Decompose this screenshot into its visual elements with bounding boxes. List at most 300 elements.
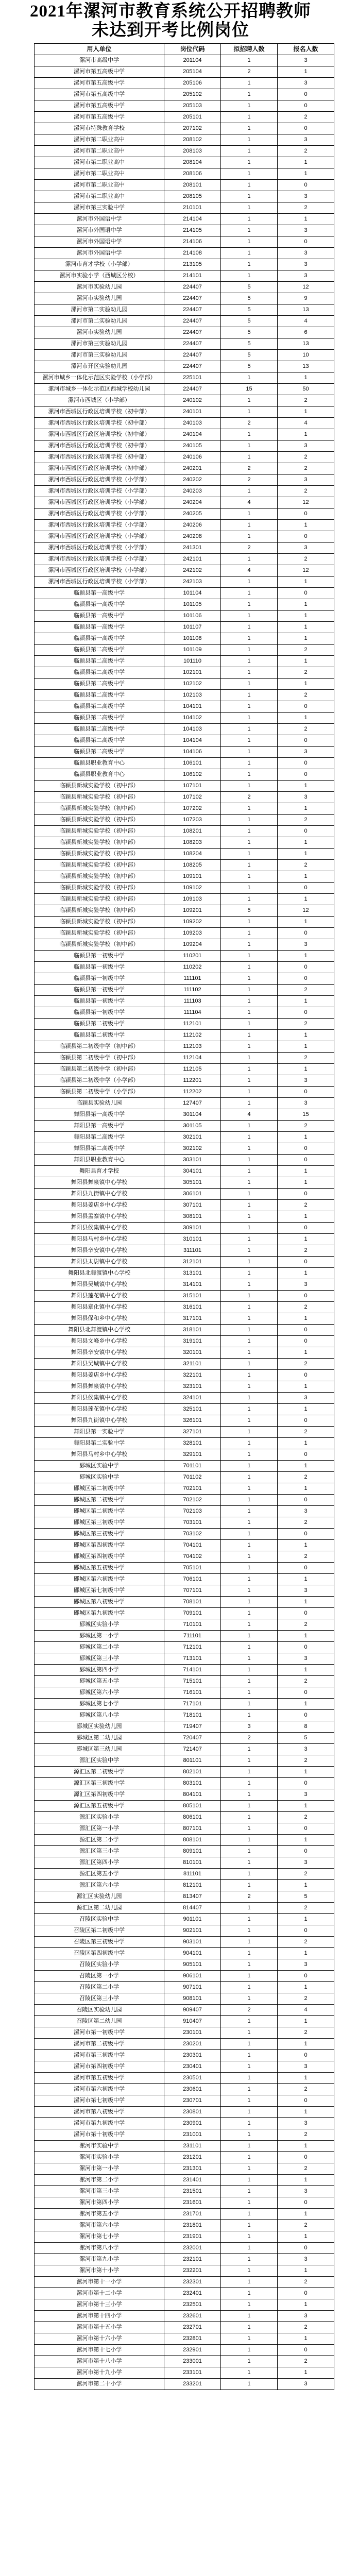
- cell-planned-hires: 1: [221, 1313, 278, 1325]
- cell-employer: 源汇区第三初级中学: [35, 1778, 164, 1789]
- cell-position-code: 109202: [164, 917, 221, 928]
- cell-planned-hires: 1: [221, 724, 278, 735]
- cell-employer: 源汇区第二小学: [35, 1835, 164, 1846]
- cell-position-code: 702102: [164, 1495, 221, 1506]
- cell-employer: 临颍县新城实验学校（初中部）: [35, 826, 164, 837]
- cell-applicants: 1: [278, 622, 334, 633]
- cell-applicants: 1: [278, 2073, 334, 2084]
- table-row: [35, 1914, 334, 1925]
- cell-position-code: 707101: [164, 1585, 221, 1597]
- cell-employer: 召陵区实验小学: [35, 1959, 164, 1971]
- cell-applicants: 2: [278, 2220, 334, 2231]
- cell-employer: 舞阳县莲花镇中心学校: [35, 1291, 164, 1302]
- cell-applicants: 3: [278, 440, 334, 452]
- cell-position-code: 302101: [164, 1132, 221, 1143]
- cell-applicants: 2: [278, 1302, 334, 1313]
- cell-employer: 漯河市第四小学: [35, 2197, 164, 2209]
- cell-applicants: 1: [278, 1313, 334, 1325]
- cell-employer: 郾城区第二小学: [35, 1642, 164, 1653]
- table-row: [35, 565, 334, 577]
- cell-applicants: 0: [278, 2050, 334, 2061]
- table-row: [35, 191, 334, 202]
- cell-planned-hires: 1: [221, 1687, 278, 1699]
- cell-employer: 召陵区第二小学: [35, 1982, 164, 1993]
- cell-position-code: 315101: [164, 1291, 221, 1302]
- cell-applicants: 2: [278, 395, 334, 406]
- cell-planned-hires: 1: [221, 939, 278, 951]
- cell-position-code: 224407: [164, 350, 221, 361]
- cell-employer: 临颍县第一初级中学: [35, 985, 164, 996]
- cell-applicants: 1: [278, 1801, 334, 1812]
- cell-employer: 临颍县第二初级中学（小学部）: [35, 1075, 164, 1087]
- cell-planned-hires: 1: [221, 1053, 278, 1064]
- cell-applicants: 2: [278, 1472, 334, 1483]
- table-row: [35, 1393, 334, 1404]
- cell-planned-hires: 1: [221, 1279, 278, 1291]
- cell-position-code: 101105: [164, 599, 221, 611]
- header-applicants: 报名人数: [278, 44, 334, 55]
- cell-position-code: 231101: [164, 2141, 221, 2152]
- table-row: [35, 248, 334, 259]
- cell-position-code: 801101: [164, 1755, 221, 1767]
- cell-position-code: 225101: [164, 372, 221, 384]
- cell-position-code: 104101: [164, 701, 221, 713]
- table-row: [35, 1642, 334, 1653]
- document-title: 2021年漯河市教育系统公开招聘教师: [30, 2, 311, 21]
- cell-planned-hires: 2: [221, 1733, 278, 1744]
- cell-employer: 郾城区第四初级中学: [35, 1540, 164, 1551]
- cell-applicants: 0: [278, 531, 334, 543]
- cell-employer: 临颍县第一高级中学: [35, 622, 164, 633]
- cell-position-code: 804101: [164, 1789, 221, 1801]
- cell-applicants: 0: [278, 1155, 334, 1166]
- cell-applicants: 0: [278, 928, 334, 939]
- table-row: [35, 656, 334, 667]
- cell-planned-hires: 2: [221, 418, 278, 429]
- cell-employer: 郾城区第四小学: [35, 1665, 164, 1676]
- table-row: [35, 1665, 334, 1676]
- cell-position-code: 231801: [164, 2220, 221, 2231]
- table-row: [35, 1313, 334, 1325]
- cell-employer: 召陵区实验幼儿园: [35, 2005, 164, 2016]
- cell-position-code: 214105: [164, 225, 221, 236]
- table-row: [35, 1279, 334, 1291]
- cell-applicants: 0: [278, 1563, 334, 1574]
- table-row: [35, 2333, 334, 2345]
- cell-position-code: 230101: [164, 2027, 221, 2039]
- cell-planned-hires: 1: [221, 1200, 278, 1211]
- cell-applicants: 2: [278, 2084, 334, 2095]
- cell-employer: 郾城区第九初级中学: [35, 1608, 164, 1619]
- cell-position-code: 214108: [164, 248, 221, 259]
- cell-employer: 舞阳县马村乡中心学校: [35, 1234, 164, 1245]
- cell-position-code: 716101: [164, 1687, 221, 1699]
- cell-applicants: 9: [278, 293, 334, 304]
- cell-position-code: 312101: [164, 1257, 221, 1268]
- cell-planned-hires: 1: [221, 1699, 278, 1710]
- cell-planned-hires: 1: [221, 769, 278, 781]
- table-row: [35, 1699, 334, 1710]
- cell-applicants: 1: [278, 168, 334, 180]
- table-row: [35, 1789, 334, 1801]
- table-row: [35, 1053, 334, 1064]
- cell-planned-hires: 1: [221, 611, 278, 622]
- table-row: [35, 1336, 334, 1347]
- cell-applicants: 1: [278, 1177, 334, 1189]
- cell-planned-hires: 1: [221, 1336, 278, 1347]
- cell-planned-hires: 1: [221, 1676, 278, 1687]
- cell-applicants: 1: [278, 1234, 334, 1245]
- cell-planned-hires: 1: [221, 554, 278, 565]
- cell-position-code: 717101: [164, 1699, 221, 1710]
- cell-position-code: 240104: [164, 429, 221, 440]
- cell-applicants: 2: [278, 1019, 334, 1030]
- cell-employer: 舞阳县职业教育中心: [35, 1155, 164, 1166]
- cell-position-code: 240101: [164, 406, 221, 418]
- cell-planned-hires: 1: [221, 112, 278, 123]
- cell-planned-hires: 1: [221, 667, 278, 679]
- table-row: [35, 1211, 334, 1223]
- cell-planned-hires: 1: [221, 2231, 278, 2243]
- cell-employer: 源汇区第三小学: [35, 1846, 164, 1857]
- cell-planned-hires: 1: [221, 1291, 278, 1302]
- cell-position-code: 230801: [164, 2107, 221, 2118]
- cell-employer: 临颍县实验幼儿园: [35, 1098, 164, 1109]
- table-row: [35, 282, 334, 293]
- cell-applicants: 10: [278, 350, 334, 361]
- table-row: [35, 599, 334, 611]
- cell-applicants: 1: [278, 2107, 334, 2118]
- table-row: [35, 1064, 334, 1075]
- table-row: [35, 2254, 334, 2265]
- table-body: [35, 55, 334, 2390]
- cell-position-code: 107101: [164, 781, 221, 792]
- cell-applicants: 1: [278, 713, 334, 724]
- table-row: [35, 316, 334, 327]
- cell-position-code: 231401: [164, 2175, 221, 2186]
- cell-employer: 舞阳县舞泉镇中心学校: [35, 1381, 164, 1393]
- table-row: [35, 202, 334, 214]
- table-row: [35, 905, 334, 917]
- cell-planned-hires: 1: [221, 1869, 278, 1880]
- cell-position-code: 718101: [164, 1710, 221, 1721]
- cell-applicants: 1: [278, 1404, 334, 1415]
- cell-position-code: 810101: [164, 1857, 221, 1869]
- header-position-code: 岗位代码: [164, 44, 221, 55]
- cell-employer: 源汇区第二幼儿园: [35, 1903, 164, 1914]
- cell-employer: 临颍县第二高级中学: [35, 679, 164, 690]
- cell-position-code: 112101: [164, 1019, 221, 1030]
- cell-planned-hires: 1: [221, 191, 278, 202]
- cell-planned-hires: 1: [221, 429, 278, 440]
- cell-position-code: 908101: [164, 1993, 221, 2005]
- cell-position-code: 901101: [164, 1914, 221, 1925]
- cell-planned-hires: 1: [221, 1166, 278, 1177]
- table-header-row: [35, 44, 334, 55]
- table-row: [35, 1778, 334, 1789]
- cell-position-code: 230301: [164, 2050, 221, 2061]
- cell-planned-hires: 1: [221, 1415, 278, 1427]
- cell-employer: 漯河市第二职业高中: [35, 168, 164, 180]
- cell-planned-hires: 1: [221, 270, 278, 282]
- cell-employer: 召陵区第二幼儿园: [35, 2016, 164, 2027]
- cell-employer: 漯河市西城区（小学部）: [35, 395, 164, 406]
- cell-planned-hires: 1: [221, 2141, 278, 2152]
- cell-planned-hires: 1: [221, 588, 278, 599]
- cell-employer: 舞阳县侯集镇中心学校: [35, 1393, 164, 1404]
- cell-planned-hires: 1: [221, 1223, 278, 1234]
- cell-planned-hires: 1: [221, 1585, 278, 1597]
- table-row: [35, 418, 334, 429]
- cell-position-code: 240103: [164, 418, 221, 429]
- cell-position-code: 210101: [164, 202, 221, 214]
- table-row: [35, 1506, 334, 1517]
- cell-planned-hires: 1: [221, 202, 278, 214]
- cell-employer: 漯河市第十七小学: [35, 2345, 164, 2356]
- cell-planned-hires: 1: [221, 55, 278, 66]
- cell-applicants: 0: [278, 1495, 334, 1506]
- cell-applicants: 15: [278, 1109, 334, 1121]
- cell-employer: 漯河市外国语中学: [35, 225, 164, 236]
- table-row: [35, 1495, 334, 1506]
- cell-applicants: 8: [278, 1721, 334, 1733]
- table-row: [35, 2107, 334, 2118]
- table-row: [35, 2197, 334, 2209]
- cell-position-code: 910407: [164, 2016, 221, 2027]
- cell-employer: 临颍县第一初级中学: [35, 951, 164, 962]
- cell-applicants: 1: [278, 1914, 334, 1925]
- cell-applicants: 12: [278, 905, 334, 917]
- cell-applicants: 12: [278, 497, 334, 509]
- cell-applicants: 1: [278, 1438, 334, 1449]
- cell-planned-hires: 1: [221, 1438, 278, 1449]
- cell-applicants: 1: [278, 2265, 334, 2277]
- cell-applicants: 1: [278, 837, 334, 849]
- cell-applicants: 1: [278, 917, 334, 928]
- cell-applicants: 0: [278, 735, 334, 747]
- cell-position-code: 111103: [164, 996, 221, 1007]
- cell-employer: 源汇区第四小学: [35, 1857, 164, 1869]
- cell-planned-hires: 1: [221, 2322, 278, 2333]
- cell-planned-hires: 1: [221, 2311, 278, 2322]
- cell-applicants: 1: [278, 1166, 334, 1177]
- cell-position-code: 327101: [164, 1427, 221, 1438]
- cell-planned-hires: 1: [221, 180, 278, 191]
- cell-employer: 漯河市西城区行政区培训学校（小学部）: [35, 474, 164, 486]
- cell-employer: 漯河市高级中学: [35, 55, 164, 66]
- cell-employer: 临颍县职业教育中心: [35, 758, 164, 769]
- table-row: [35, 100, 334, 112]
- cell-planned-hires: 1: [221, 2356, 278, 2367]
- cell-position-code: 102101: [164, 667, 221, 679]
- cell-position-code: 214104: [164, 214, 221, 225]
- cell-position-code: 107202: [164, 803, 221, 815]
- cell-applicants: 3: [278, 1744, 334, 1755]
- cell-position-code: 102103: [164, 690, 221, 701]
- table-row: [35, 860, 334, 871]
- table-row: [35, 554, 334, 565]
- cell-position-code: 240106: [164, 452, 221, 463]
- cell-employer: 漯河市第十三小学: [35, 2299, 164, 2311]
- cell-applicants: 2: [278, 2356, 334, 2367]
- cell-employer: 临颍县第二高级中学: [35, 713, 164, 724]
- cell-planned-hires: 4: [221, 1109, 278, 1121]
- cell-employer: 舞阳县姜店乡中心学校: [35, 1370, 164, 1381]
- table-row: [35, 89, 334, 100]
- cell-applicants: 0: [278, 588, 334, 599]
- cell-planned-hires: 1: [221, 1959, 278, 1971]
- cell-applicants: 0: [278, 2152, 334, 2163]
- cell-planned-hires: 1: [221, 1903, 278, 1914]
- table-row: [35, 2311, 334, 2322]
- table-row: [35, 1325, 334, 1336]
- table-row: [35, 2356, 334, 2367]
- cell-applicants: 0: [278, 1087, 334, 1098]
- cell-applicants: 2: [278, 645, 334, 656]
- cell-planned-hires: 1: [221, 701, 278, 713]
- table-row: [35, 2027, 334, 2039]
- table-row: [35, 1234, 334, 1245]
- cell-planned-hires: 1: [221, 2333, 278, 2345]
- cell-position-code: 712101: [164, 1642, 221, 1653]
- cell-position-code: 230601: [164, 2084, 221, 2095]
- cell-position-code: 242101: [164, 554, 221, 565]
- cell-employer: 漯河市外国语中学: [35, 236, 164, 248]
- cell-position-code: 721407: [164, 1744, 221, 1755]
- cell-employer: 源汇区第五小学: [35, 1869, 164, 1880]
- cell-employer: 舞阳县九街镇中心学校: [35, 1415, 164, 1427]
- cell-planned-hires: 1: [221, 2220, 278, 2231]
- cell-position-code: 302102: [164, 1143, 221, 1155]
- cell-employer: 临颍县第一初级中学: [35, 962, 164, 973]
- cell-applicants: 1: [278, 429, 334, 440]
- table-row: [35, 1415, 334, 1427]
- cell-position-code: 324101: [164, 1393, 221, 1404]
- table-row: [35, 214, 334, 225]
- cell-applicants: 2: [278, 1517, 334, 1529]
- cell-employer: 漯河市第六初级中学: [35, 2084, 164, 2095]
- cell-employer: 漯河市第八小学: [35, 2243, 164, 2254]
- cell-position-code: 213105: [164, 259, 221, 270]
- cell-employer: 郾城区第一小学: [35, 1631, 164, 1642]
- cell-employer: 源汇区第六小学: [35, 1880, 164, 1891]
- table-row: [35, 1007, 334, 1019]
- cell-employer: 漯河市第二小学: [35, 2175, 164, 2186]
- cell-planned-hires: 1: [221, 134, 278, 146]
- cell-position-code: 101110: [164, 656, 221, 667]
- cell-employer: 漯河市西城区行政区培训学校（小学部）: [35, 577, 164, 588]
- cell-applicants: 3: [278, 270, 334, 282]
- cell-applicants: 0: [278, 1846, 334, 1857]
- cell-employer: 漯河市第三实验幼儿园: [35, 338, 164, 350]
- cell-applicants: 1: [278, 2367, 334, 2379]
- table-row: [35, 2299, 334, 2311]
- cell-employer: 漯河市第六小学: [35, 2220, 164, 2231]
- table-row: [35, 1891, 334, 1903]
- cell-position-code: 106102: [164, 769, 221, 781]
- cell-planned-hires: 1: [221, 1325, 278, 1336]
- cell-position-code: 902101: [164, 1925, 221, 1937]
- cell-planned-hires: 1: [221, 1631, 278, 1642]
- cell-applicants: 2: [278, 690, 334, 701]
- cell-employer: 舞阳县辛安镇中心学校: [35, 1245, 164, 1257]
- table-row: [35, 1132, 334, 1143]
- cell-employer: 舞阳县侯集镇中心学校: [35, 1223, 164, 1234]
- cell-position-code: 310101: [164, 1234, 221, 1245]
- cell-planned-hires: 1: [221, 531, 278, 543]
- cell-planned-hires: 1: [221, 973, 278, 985]
- cell-employer: 临颍县职业教育中心: [35, 769, 164, 781]
- cell-employer: 漯河市外国语中学: [35, 248, 164, 259]
- cell-employer: 临颍县第二高级中学: [35, 645, 164, 656]
- cell-position-code: 702101: [164, 1483, 221, 1495]
- cell-position-code: 703101: [164, 1517, 221, 1529]
- table-row: [35, 1245, 334, 1257]
- cell-applicants: 3: [278, 2118, 334, 2129]
- cell-position-code: 806101: [164, 1812, 221, 1823]
- cell-applicants: 1: [278, 1699, 334, 1710]
- cell-planned-hires: 2: [221, 66, 278, 78]
- cell-planned-hires: 4: [221, 565, 278, 577]
- cell-employer: 郾城区第二初级中学: [35, 1483, 164, 1495]
- cell-applicants: 1: [278, 2299, 334, 2311]
- cell-employer: 临颍县第一初级中学: [35, 996, 164, 1007]
- cell-planned-hires: 1: [221, 1506, 278, 1517]
- table-row: [35, 1574, 334, 1585]
- cell-planned-hires: 1: [221, 1359, 278, 1370]
- cell-planned-hires: 1: [221, 486, 278, 497]
- cell-employer: 临颍县第一高级中学: [35, 588, 164, 599]
- cell-planned-hires: 1: [221, 1211, 278, 1223]
- table-row: [35, 463, 334, 474]
- table-row: [35, 1166, 334, 1177]
- cell-planned-hires: 1: [221, 157, 278, 168]
- cell-employer: 临颍县第一初级中学: [35, 1007, 164, 1019]
- cell-planned-hires: 1: [221, 1075, 278, 1087]
- table-row: [35, 1483, 334, 1495]
- cell-employer: 漯河市西城区行政区培训学校（小学部）: [35, 565, 164, 577]
- cell-applicants: 1: [278, 1574, 334, 1585]
- table-row: [35, 509, 334, 520]
- cell-position-code: 814407: [164, 1903, 221, 1914]
- table-row: [35, 327, 334, 338]
- cell-applicants: 0: [278, 1257, 334, 1268]
- cell-applicants: 1: [278, 2141, 334, 2152]
- cell-planned-hires: 1: [221, 1517, 278, 1529]
- table-row: [35, 1347, 334, 1359]
- cell-position-code: 231201: [164, 2152, 221, 2163]
- cell-applicants: 0: [278, 883, 334, 894]
- cell-position-code: 808101: [164, 1835, 221, 1846]
- cell-employer: 漯河市西城区行政区培训学校（初中部）: [35, 440, 164, 452]
- table-row: [35, 1404, 334, 1415]
- cell-applicants: 0: [278, 769, 334, 781]
- cell-employer: 临颍县新城实验学校（初中部）: [35, 917, 164, 928]
- table-row: [35, 134, 334, 146]
- table-row: [35, 1835, 334, 1846]
- cell-position-code: 230401: [164, 2061, 221, 2073]
- cell-employer: 源汇区第二初级中学: [35, 1767, 164, 1778]
- cell-applicants: 0: [278, 1189, 334, 1200]
- cell-applicants: 3: [278, 225, 334, 236]
- cell-employer: 漯河市第二实验幼儿园: [35, 304, 164, 316]
- cell-position-code: 240204: [164, 497, 221, 509]
- cell-employer: 漯河市第十九小学: [35, 2367, 164, 2379]
- cell-applicants: 0: [278, 2345, 334, 2356]
- cell-position-code: 205104: [164, 66, 221, 78]
- table-row: [35, 1631, 334, 1642]
- cell-applicants: 3: [278, 191, 334, 202]
